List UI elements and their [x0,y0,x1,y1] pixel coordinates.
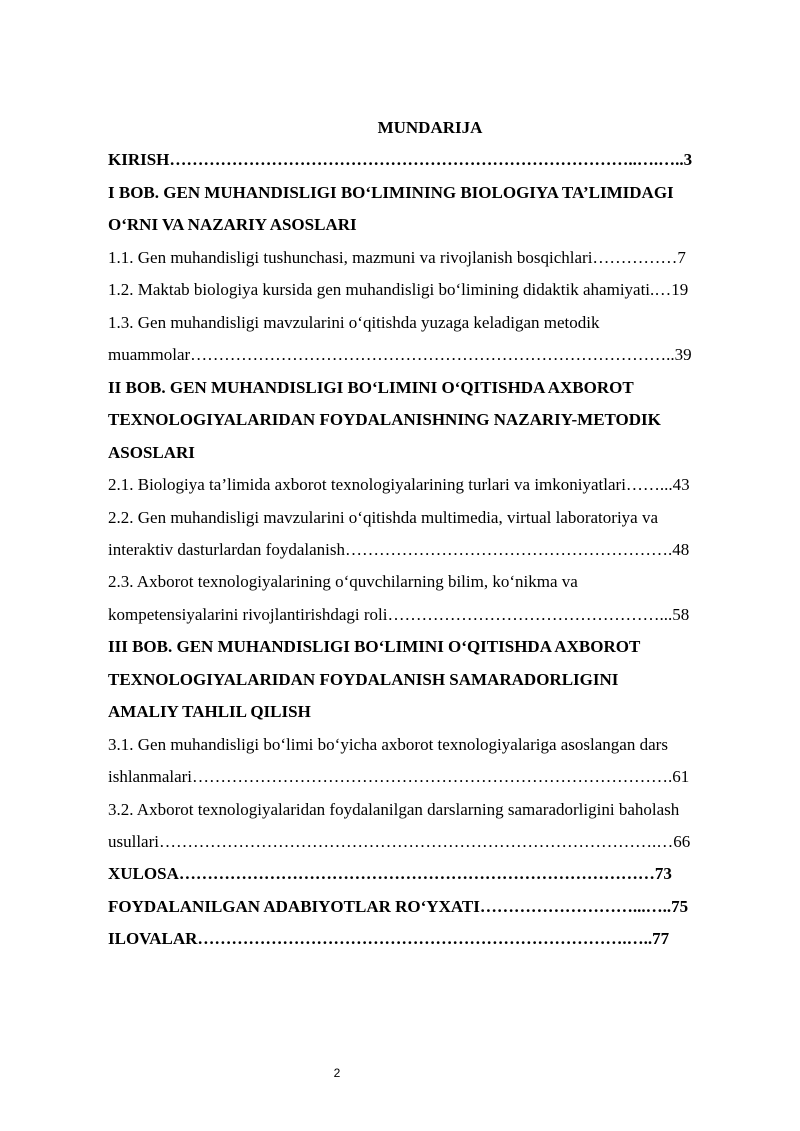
toc-entry-3-1-line-2: ishlanmalari………………………………………………………………………….61 [108,767,690,786]
toc-entry-2-3-line-2: kompetensiyalarini rivojlantirishdagi roli…………………………………………...58 [108,605,690,624]
toc-entry-3-2-line-2: usullari…………………………………………………………………………….…66 [108,832,691,851]
toc-entry-adabiyotlar: FOYDALANILGAN ADABIYOTLAR RO‘YXATI………………………...…..75 [108,897,689,916]
toc-entry-kirish: KIRISH………………………………………………………………………..….…..3 [108,150,693,169]
toc-chapter-2-line-1: II BOB. GEN MUHANDISLIGI BO‘LIMINI O‘QITISHDA AXBOROT [108,378,634,397]
toc-chapter-1-line-1: I BOB. GEN MUHANDISLIGI BO‘LIMINING BIOLOGIYA TA’LIMIDAGI [108,183,674,202]
toc-chapter-3-line-1: III BOB. GEN MUHANDISLIGI BO‘LIMINI O‘QITISHDA AXBOROT [108,637,641,656]
toc-chapter-2-line-2: TEXNOLOGIYALARIDAN FOYDALANISHNING NAZARIY-METODIK [108,410,661,429]
toc-chapter-2-line-3: ASOSLARI [108,443,195,462]
toc-entry-3-2-line-1: 3.2. Axborot texnologiyalaridan foydalanilgan darslarning samaradorligini baholash [108,800,680,819]
toc-entry-2-1: 2.1. Biologiya ta’limida axborot texnologiyalarining turlari va imkoniyatlari……...43 [108,475,690,494]
toc-entry-1-2: 1.2. Maktab biologiya kursida gen muhandisligi bo‘limining didaktik ahamiyati.…19 [108,280,689,299]
toc-entry-xulosa: XULOSA…………………………………………………………………………73 [108,864,672,883]
toc-chapter-3-line-3: AMALIY TAHLIL QILISH [108,702,311,721]
toc-entry-1-3-line-1: 1.3. Gen muhandisligi mavzularini o‘qitishda yuzaga keladigan metodik [108,313,600,332]
toc-title: MUNDARIJA [377,118,483,137]
toc-entry-1-1: 1.1. Gen muhandisligi tushunchasi, mazmuni va rivojlanish bosqichlari……………7 [108,248,686,267]
toc-entry-2-2-line-2: interaktiv dasturlardan foydalanish………………………………………………….48 [108,540,690,559]
toc-entry-2-3-line-1: 2.3. Axborot texnologiyalarining o‘quvchilarning bilim, ko‘nikma va [108,572,578,591]
toc-entry-ilovalar: ILOVALAR………………………………………………………………….…..77 [108,929,670,948]
toc-entry-2-2-line-1: 2.2. Gen muhandisligi mavzularini o‘qitishda multimedia, virtual laboratoriya va [108,508,659,527]
toc-entry-1-3-line-2: muammolar…………………………………………………………………………..39 [108,345,692,364]
page-number: 2 [333,1066,341,1080]
toc-chapter-1-line-2: O‘RNI VA NAZARIY ASOSLARI [108,215,357,234]
toc-entry-3-1-line-1: 3.1. Gen muhandisligi bo‘limi bo‘yicha axborot texnologiyalariga asoslangan dars [108,735,668,754]
toc-chapter-3-line-2: TEXNOLOGIYALARIDAN FOYDALANISH SAMARADORLIGINI [108,670,619,689]
